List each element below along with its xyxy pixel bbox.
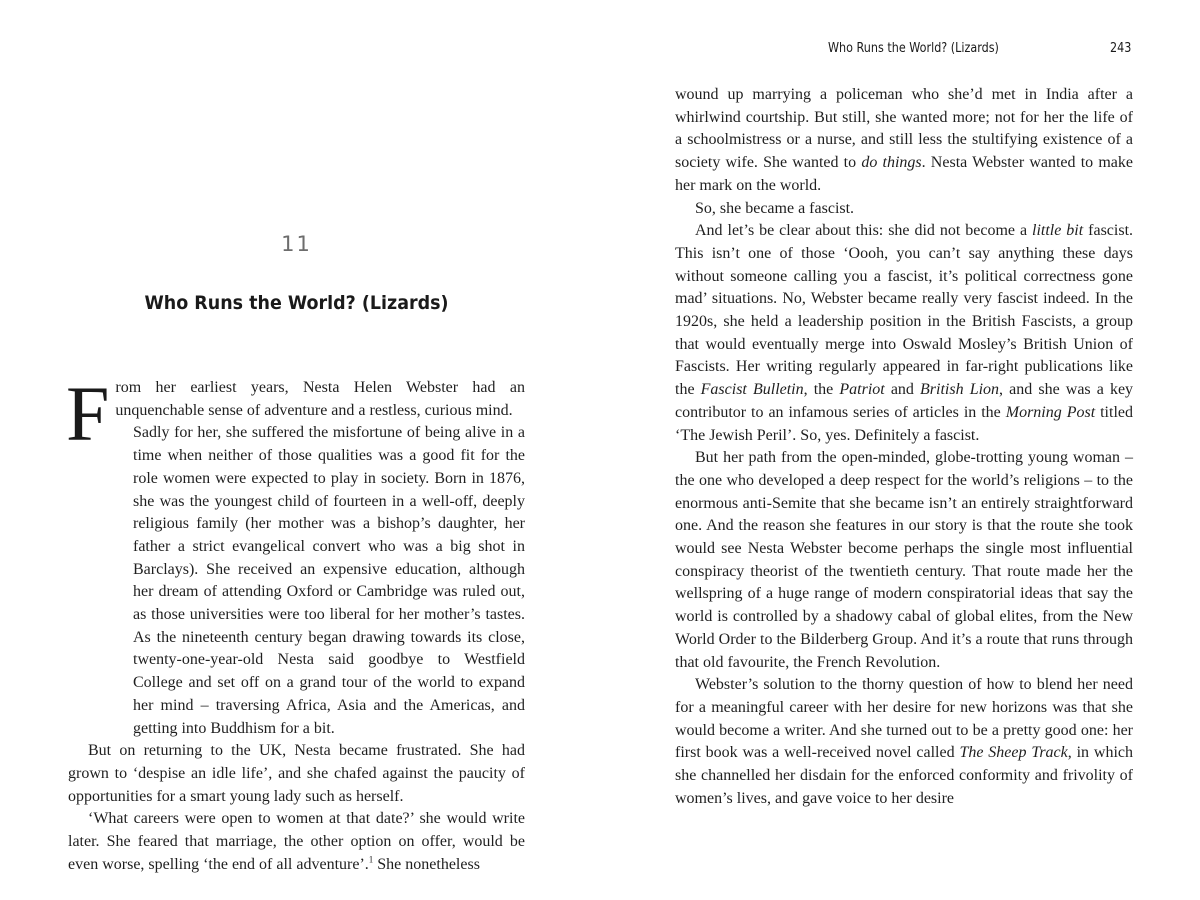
paragraph: Sadly for her, she suffered the misfortune of being alive in a time when neither of those qualities was a good fit for the role women were expected to play in society. Born in 1876, she was the youngest child of fourteen in a well-off, deeply religious family (her mother was a bishop’s daughter, her father a strict evangelical convert who was a big shot in Barclays). She received an expensive education, although her dream of attending Oxford or Cambridge was ruled out, as those universities were too liberal for her mother’s tastes. As the nineteenth century began drawing towards its close, twenty-one-year-old Nesta said goodbye to Westfield College and set off on a grand tour of the world to expand her mind – traversing Africa, Asia and the Americas, and getting into Buddhism for a bit. <box>133 424 525 737</box>
publication-title: Patriot <box>839 381 885 399</box>
chapter-title: Who Runs the World? (Lizards) <box>144 292 449 314</box>
paragraph-text: fascist. This isn’t one of those ‘Oooh, you can’t say anything these days without someone calling you a fascist, it’s political correctness gone mad’ situations. No, Webster became really very fascist indeed. In the 1920s, she held a leadership position in the British Fascists, a group that would eventually merge into Oswald Mosley’s British Union of Fascists. Her writing regularly appeared in far-right publications like the <box>675 222 1134 399</box>
book-title: The Sheep Track <box>959 744 1068 762</box>
paragraph-text: , and she was a key contributor to an infamous series of articles in the <box>675 381 1134 421</box>
emphasis-text: do things <box>861 154 922 172</box>
paragraph: But on returning to the UK, Nesta became frustrated. She had grown to ‘despise an idle life’, and she chafed against the paucity of opportunities for a smart young lady such as herself. <box>68 742 525 805</box>
paragraph <box>68 808 525 876</box>
paragraph <box>675 674 1133 810</box>
drop-cap: F <box>66 370 110 457</box>
publication-title: Fascist Bulletin <box>700 381 804 399</box>
chapter-number: 11 <box>281 232 312 256</box>
running-head: Who Runs the World? (Lizards) <box>828 41 999 56</box>
paragraph-text: ‘What careers were open to women at that date?’ she would write later. She feared that marriage, the other option on offer, would be even worse, spelling ‘the end of all adventure’. <box>68 810 525 873</box>
paragraph: But her path from the open-minded, globe-trotting young woman – the one who developed a deep respect for the world’s religions – to the enormous anti-Semite that she became isn’t an entirely straightforward one. And the reason she features in our story is that the route she took would see Nesta Webster become perhaps the single most influential conspiracy theorist of the twentieth century. That route made her the wellspring of a huge range of modern conspiratorial ideas that say the world is controlled by a shadowy cabal of global elites, from the New World Order to the Bilderberg Group. And it’s a route that runs through that old favourite, the French Revolution. <box>675 449 1133 671</box>
paragraph <box>675 84 1133 198</box>
paragraph-text: . Nesta Webster wanted to make her mark on the world. <box>675 154 1133 194</box>
page-number: 243 <box>1110 41 1132 56</box>
paragraph <box>66 370 525 457</box>
paragraph: So, she became a fascist. <box>695 199 855 217</box>
publication-title: British Lion <box>920 381 1000 399</box>
paragraph-text: , the <box>803 381 840 399</box>
paragraph <box>675 220 1133 447</box>
left-body-text <box>66 370 525 876</box>
paragraph-text: and <box>884 381 921 399</box>
paragraph-text: rom her earliest years, Nesta Helen Webster had an unquenchable sense of adventure and a restless, curious mind. <box>115 379 525 419</box>
emphasis-text: little bit <box>1032 222 1084 240</box>
paragraph-text: wound up marrying a policeman who she’d met in India after a whirlwind courtship. But still, she wanted more; not for her the life of a schoolmistress or a nurse, and still less the stultifying existence of a society wife. She wanted to <box>675 86 1133 172</box>
paragraph-text: titled ‘The Jewish Peril’. So, yes. Definitely a fascist. <box>675 403 1133 444</box>
footnote-marker[interactable]: 1 <box>368 854 374 865</box>
paragraph-text: She nonetheless <box>373 855 480 873</box>
publication-title: Morning Post <box>1005 403 1096 421</box>
paragraph-text: And let’s be clear about this: she did not become a <box>695 222 1033 240</box>
right-body-text <box>675 84 1133 811</box>
paragraph-text: , in which she channelled her disdain for the enforced conformity and frivolity of women’s lives, and gave voice to her desire <box>675 744 1133 807</box>
paragraph-text: Webster’s solution to the thorny question of how to blend her need for a meaningful career with her desire for new horizons was that she would become a writer. And she turned out to be a pretty good one: her first book was a well-received novel called <box>675 676 1133 762</box>
